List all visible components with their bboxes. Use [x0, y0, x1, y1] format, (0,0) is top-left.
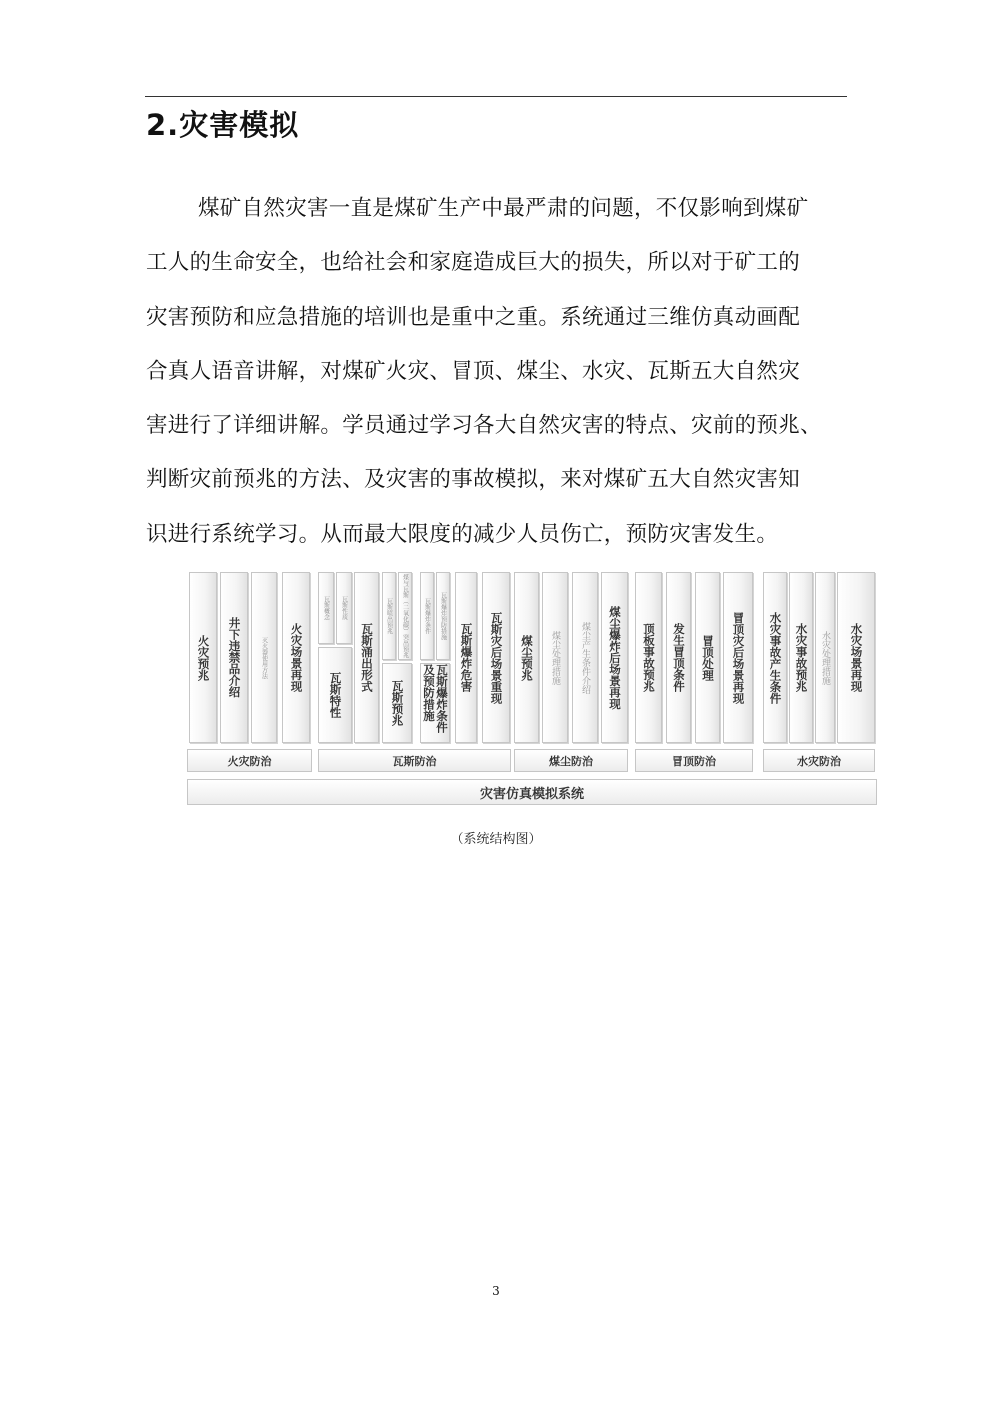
- leaf-label: 水灾场景再现: [849, 623, 864, 692]
- leaf-box: [336, 572, 352, 644]
- leaf-label: 发生冒顶条件: [672, 623, 686, 692]
- section-heading: 2.灾害模拟: [146, 108, 300, 142]
- leaf-box: [220, 572, 248, 743]
- leaf-box: [318, 647, 352, 743]
- leaf-box: [455, 572, 477, 743]
- group-roof: 冒顶防治: [635, 749, 753, 772]
- paragraph-line: 判断灾前预兆的方法、及灾害的事故模拟，来对煤矿五大自然灾害知: [146, 467, 801, 493]
- leaf-label: 水灾事故产生条件: [768, 611, 783, 704]
- leaf-label: 灭火器使用方法: [260, 636, 268, 679]
- leaf-label: 顶板事故预兆: [642, 623, 656, 692]
- figure-caption: （系统结构图）: [450, 832, 542, 847]
- leaf-box: [251, 572, 277, 743]
- leaf-box: [815, 572, 835, 743]
- leaf-box: [436, 572, 450, 660]
- paragraph-line: 工人的生命安全，也给社会和家庭造成巨大的损失，所以对于矿工的: [146, 250, 801, 276]
- leaf-label: 瓦斯特性: [328, 672, 343, 718]
- paragraph-line: 害进行了详细讲解。学员通过学习各大自然灾害的特点、灾前的预兆、: [146, 413, 822, 439]
- leaf-label: 瓦斯灾后场景重现: [489, 611, 504, 704]
- group-fire: 火灾防治: [187, 749, 312, 772]
- leaf-box: [398, 572, 412, 660]
- leaf-box: [282, 572, 310, 743]
- leaf-box: [420, 572, 434, 660]
- leaf-box: [695, 572, 720, 743]
- leaf-box: [723, 572, 753, 743]
- leaf-label: 瓦斯爆炸条件: [423, 598, 431, 634]
- paragraph-line: 煤矿自然灾害一直是煤矿生产中最严肃的问题，不仅影响到煤矿: [198, 196, 809, 221]
- leaf-box: [354, 572, 379, 743]
- group-water: 水灾防治: [763, 749, 875, 772]
- group-dust: 煤尘防治: [514, 749, 628, 772]
- leaf-label: 瓦斯涌出形式: [360, 623, 374, 692]
- leaf-box: [601, 572, 628, 743]
- leaf-box: [382, 663, 412, 743]
- leaf-label: 煤尘爆炸后场景再现: [608, 605, 622, 710]
- leaf-label: 煤尘处理措施: [550, 630, 560, 685]
- leaf-box: [542, 572, 568, 743]
- paragraph-line: 合真人语音讲解，对煤矿火灾、冒顶、煤尘、水灾、瓦斯五大自然灾: [146, 358, 801, 384]
- leaf-box: [318, 572, 334, 644]
- leaf-label: 瓦斯爆炸预防措施: [439, 592, 447, 640]
- root-system: 灾害仿真模拟系统: [187, 779, 877, 805]
- paragraph-line: 灾害预防和应急措施的培训也是重中之重。系统通过三维仿真动画配: [146, 304, 801, 330]
- header-rule: [145, 96, 847, 97]
- leaf-label: 冒顶处理: [701, 634, 715, 681]
- leaf-box: [382, 572, 396, 660]
- leaf-label: 煤尘产生条件介绍: [580, 621, 590, 694]
- leaf-box: [837, 572, 875, 743]
- system-structure-diagram: [187, 569, 877, 806]
- leaf-box: [763, 572, 787, 743]
- leaf-label: 火灾预兆: [196, 634, 211, 681]
- leaf-box: [420, 663, 450, 743]
- leaf-box: [572, 572, 598, 743]
- leaf-box: [189, 572, 217, 743]
- leaf-label: 煤尘预兆: [520, 634, 534, 681]
- leaf-label: 瓦斯喷出预兆: [385, 598, 393, 634]
- leaf-label: 水灾处理措施: [820, 630, 830, 685]
- group-gas: 瓦斯防治: [318, 749, 511, 772]
- leaf-label: 煤与瓦斯（二氧化碳）突出预兆: [401, 574, 409, 658]
- leaf-label: 冒顶灾后场景再现: [731, 611, 746, 704]
- leaf-box: [482, 572, 510, 743]
- leaf-label: 瓦斯预兆: [390, 680, 405, 726]
- leaf-box: [514, 572, 539, 743]
- leaf-box: [789, 572, 813, 743]
- page-number: 3: [492, 1284, 500, 1298]
- leaf-label: 瓦斯性质: [340, 596, 348, 620]
- paragraph-line: 识进行系统学习。从而最大限度的减少人员伤亡，预防灾害发生。: [146, 521, 779, 547]
- leaf-label: 井下违禁品介绍: [227, 617, 242, 698]
- leaf-label: 瓦斯爆炸条件及预防措施: [422, 664, 449, 733]
- leaf-label: 火灾场景再现: [289, 623, 304, 692]
- leaf-box: [666, 572, 691, 743]
- leaf-label: 水灾事故预兆: [794, 623, 809, 692]
- leaf-label: 瓦斯概念: [322, 596, 330, 620]
- body-paragraph: [146, 182, 858, 562]
- leaf-box: [635, 572, 662, 743]
- leaf-label: 瓦斯爆炸危害: [459, 623, 474, 692]
